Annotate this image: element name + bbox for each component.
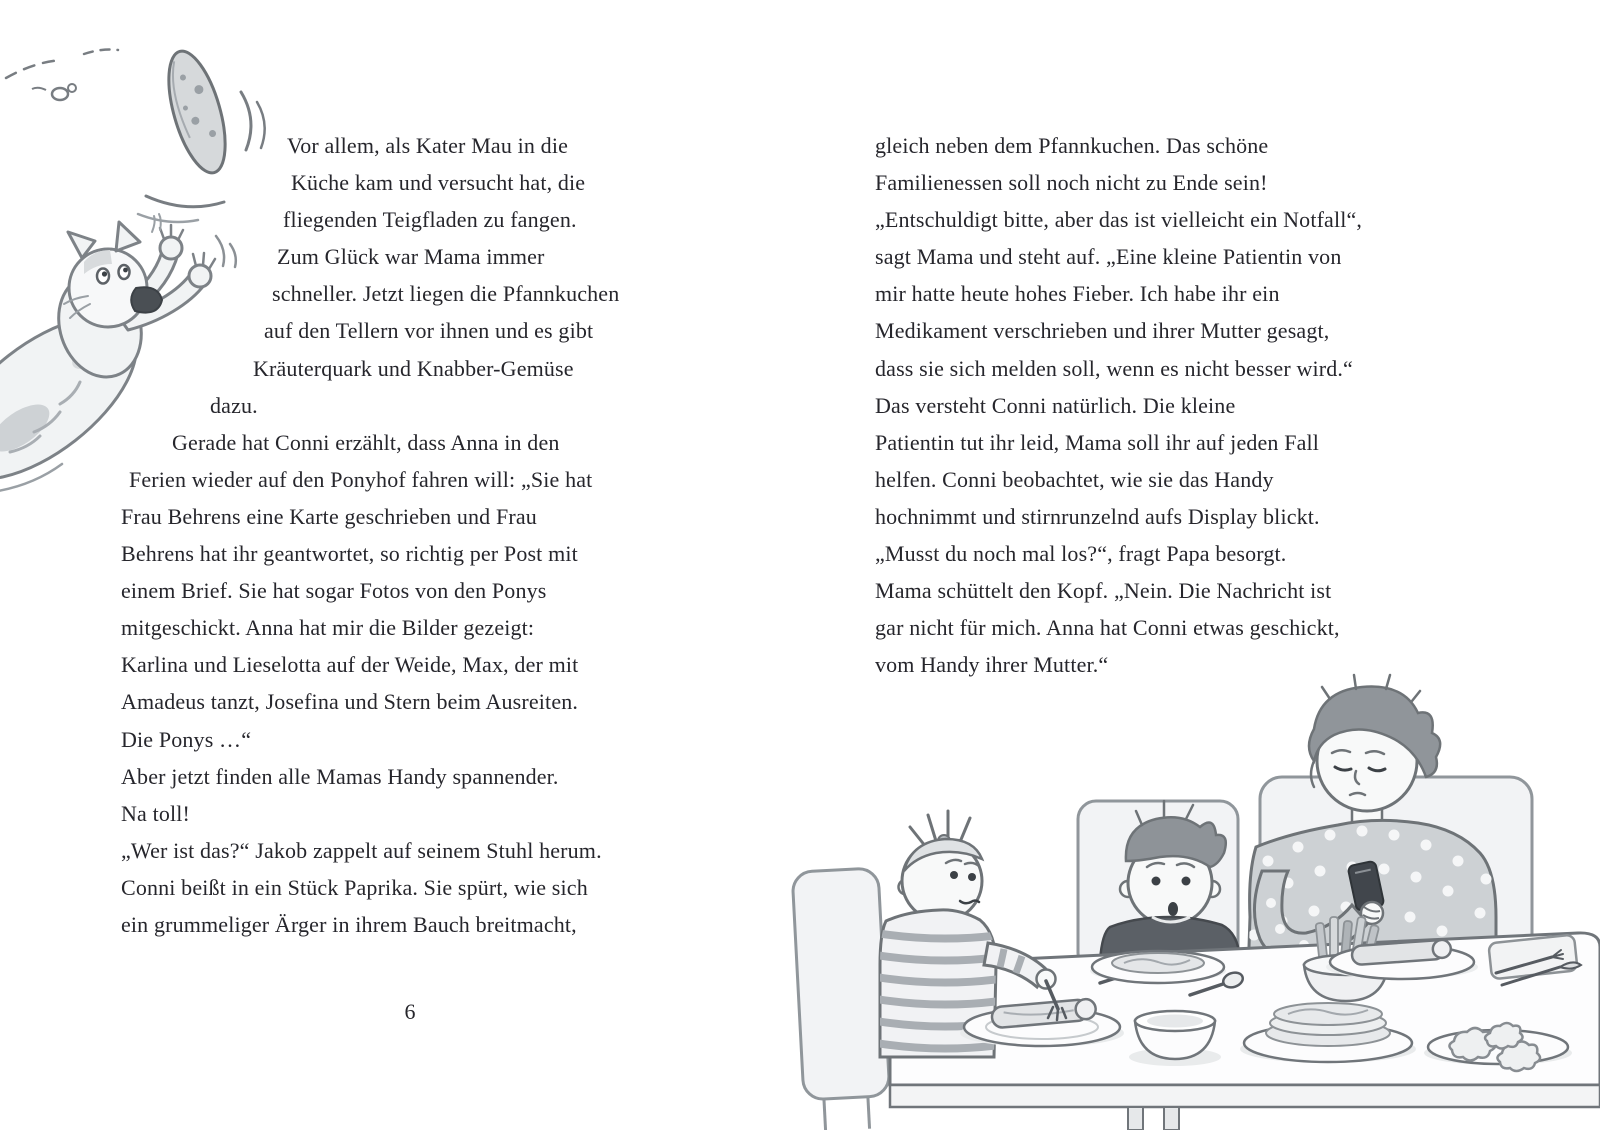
text-line: helfen. Conni beobachtet, wie sie das Handy — [875, 466, 1274, 492]
family-dinner-illustration — [790, 665, 1600, 1130]
text-line: sagt Mama und steht auf. „Eine kleine Patientin von — [875, 244, 1342, 270]
text-line: Gerade hat Conni erzählt, dass Anna in den — [172, 429, 560, 455]
page-number: 6 — [404, 999, 416, 1024]
text-line: fliegenden Teigfladen zu fangen. — [283, 207, 577, 233]
text-line: gar nicht für mich. Anna hat Conni etwas geschickt, — [875, 615, 1340, 641]
text-line: Amadeus tanzt, Josefina und Stern beim Ausreiten. — [121, 689, 579, 715]
text-line: „Wer ist das?“ Jakob zappelt auf seinem Stuhl herum. — [121, 837, 602, 863]
text-line: schneller. Jetzt liegen die Pfannkuchen — [272, 281, 620, 307]
text-line: Na toll! — [121, 800, 191, 826]
text-line: mir hatte heute hohes Fieber. Ich habe ihr ein — [875, 281, 1280, 307]
text-line: Behrens hat ihr geantwortet, so richtig per Post mit — [121, 541, 578, 567]
text-line: dass sie sich melden soll, wenn es nicht besser wird.“ — [875, 355, 1353, 381]
text-line: mitgeschickt. Anna hat mir die Bilder gezeigt: — [121, 615, 535, 641]
text-line: Familienessen soll noch nicht zu Ende sein! — [875, 170, 1268, 196]
text-line: einem Brief. Sie hat sogar Fotos von den Ponys — [121, 578, 547, 604]
text-line: Mama schüttelt den Kopf. „Nein. Die Nachricht ist — [875, 578, 1332, 604]
text-line: gleich neben dem Pfannkuchen. Das schöne — [875, 133, 1269, 158]
text-line: Karlina und Lieselotta auf der Weide, Max, der mit — [121, 652, 579, 678]
text-line: auf den Tellern vor ihnen und es gibt — [264, 318, 594, 344]
text-line: Aber jetzt finden alle Mamas Handy spannender. — [121, 763, 559, 789]
right-page — [875, 127, 1460, 683]
text-line: Das versteht Conni natürlich. Die kleine — [875, 392, 1236, 418]
text-line: Patientin tut ihr leid, Mama soll ihr auf jeden Fall — [875, 429, 1320, 455]
text-line: ein grummeliger Ärger in ihrem Bauch breitmacht, — [121, 911, 577, 937]
text-line: Küche kam und versucht hat, die — [291, 170, 586, 196]
text-line: Zum Glück war Mama immer — [277, 244, 545, 270]
text-line: Ferien wieder auf den Ponyhof fahren will: „Sie hat — [129, 466, 593, 492]
text-line: hochnimmt und stirnrunzelnd aufs Display blickt. — [875, 503, 1320, 529]
text-line: Frau Behrens eine Karte geschrieben und Frau — [121, 503, 537, 529]
text-line: „Entschuldigt bitte, aber das ist vielleicht ein Notfall“, — [875, 207, 1363, 233]
text-line: Conni beißt in ein Stück Paprika. Sie spürt, wie sich — [121, 874, 588, 900]
text-line: Kräuterquark und Knabber-Gemüse — [253, 355, 574, 381]
text-line: vom Handy ihrer Mutter.“ — [875, 652, 1109, 678]
text-line: Die Ponys …“ — [121, 726, 252, 752]
text-line: Medikament verschrieben und ihrer Mutter gesagt, — [875, 318, 1330, 344]
text-line: dazu. — [210, 392, 258, 418]
left-page — [121, 127, 699, 943]
text-line: Vor allem, als Kater Mau in die — [287, 133, 569, 158]
text-line: „Musst du noch mal los?“, fragt Papa besorgt. — [875, 541, 1287, 567]
